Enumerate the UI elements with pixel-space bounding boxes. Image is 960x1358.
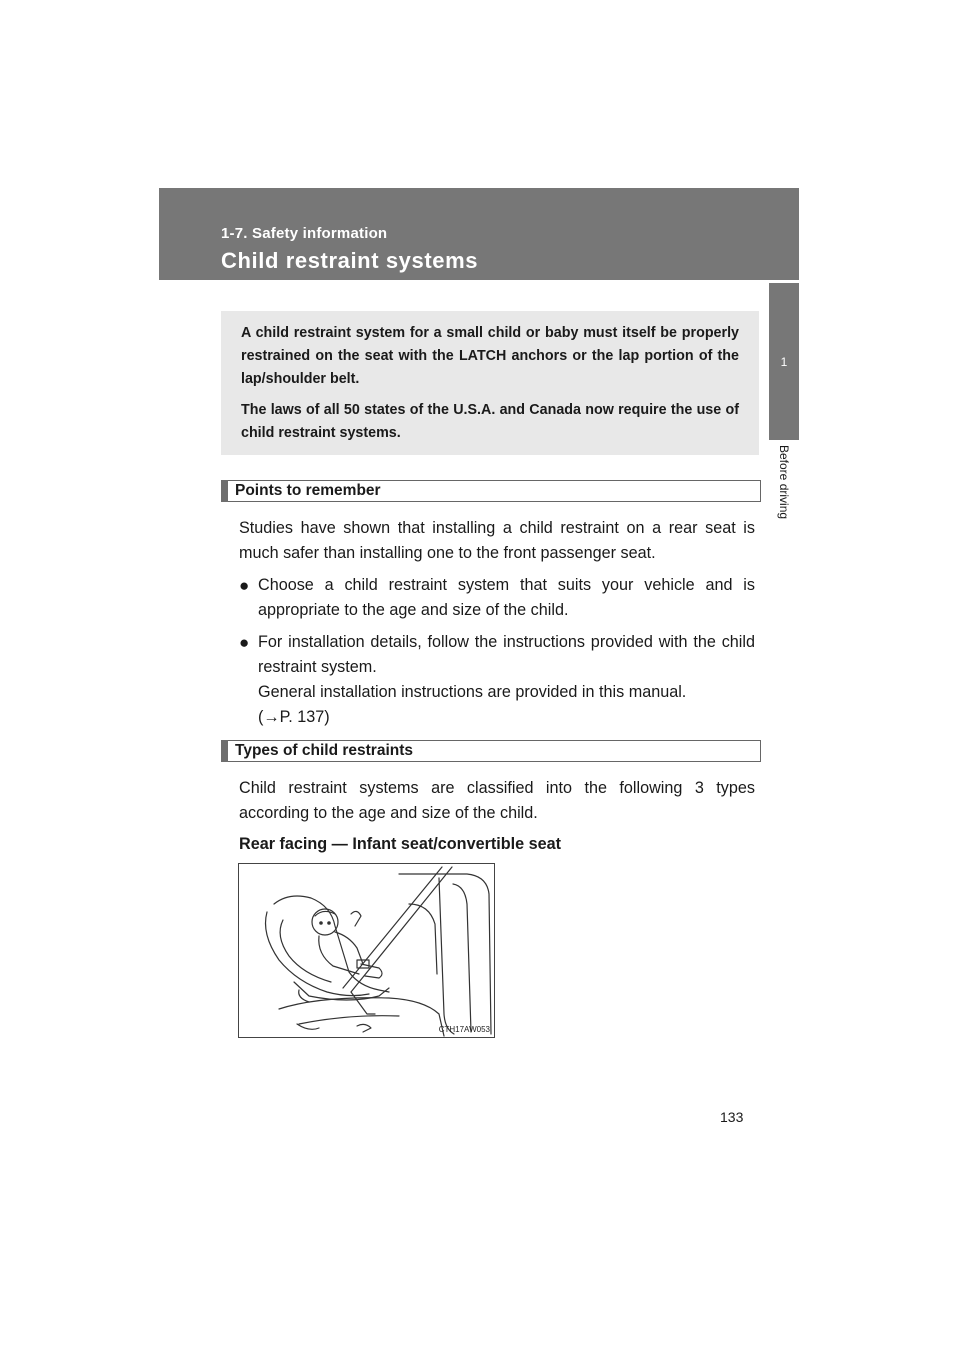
- figure-code: CTH17AW053: [438, 1025, 490, 1034]
- subheading-rear-facing: Rear facing — Infant seat/convertible seat: [239, 835, 562, 853]
- bullet-text: General installation instructions are provided in this manual.: [258, 683, 687, 701]
- section-heading-types: [221, 740, 761, 762]
- section-heading-points: [221, 480, 761, 502]
- page-reference-link[interactable]: (→P. 137): [258, 708, 330, 726]
- intro-box: [221, 311, 759, 455]
- bullet-item: [239, 630, 755, 730]
- intro-paragraph: The laws of all 50 states of the U.S.A. and Canada now require the use of child restraint systems.: [241, 402, 739, 441]
- chapter-number: 1: [780, 355, 788, 369]
- infant-seat-illustration: [238, 863, 495, 1038]
- chapter-tab[interactable]: [769, 283, 799, 440]
- bullet-item: [239, 573, 755, 623]
- section-heading-text: Types of child restraints: [235, 742, 414, 759]
- bullet-icon: ●: [239, 576, 250, 595]
- points-body: Studies have shown that installing a child restraint on a rear seat is much safer than installing one to the front passenger seat.: [239, 519, 755, 562]
- intro-paragraph: A child restraint system for a small child or baby must itself be properly restrained on the seat with the LATCH anchors or the lap portion of the lap/shoulder belt.: [241, 325, 739, 387]
- rear-facing-seat-drawing: [239, 864, 494, 1037]
- bullet-icon: ●: [239, 633, 250, 652]
- chapter-label: [770, 445, 798, 535]
- section-heading-text: Points to remember: [235, 482, 381, 499]
- heading-bar: [221, 480, 228, 502]
- section-label: 1-7. Safety information: [221, 225, 388, 242]
- chapter-label-text: Before driving: [777, 445, 791, 520]
- types-body: Child restraint systems are classified into the following 3 types according to the age and size of the child.: [239, 779, 755, 822]
- chapter-header: [159, 188, 799, 280]
- heading-bar: [221, 740, 228, 762]
- page-number: 133: [720, 1109, 744, 1125]
- bullet-text: Choose a child restraint system that suits your vehicle and is appropriate to the age and size of the child.: [258, 576, 755, 619]
- bullet-text: For installation details, follow the instructions provided with the child restraint system.: [258, 633, 755, 676]
- page-title: Child restraint systems: [221, 248, 479, 273]
